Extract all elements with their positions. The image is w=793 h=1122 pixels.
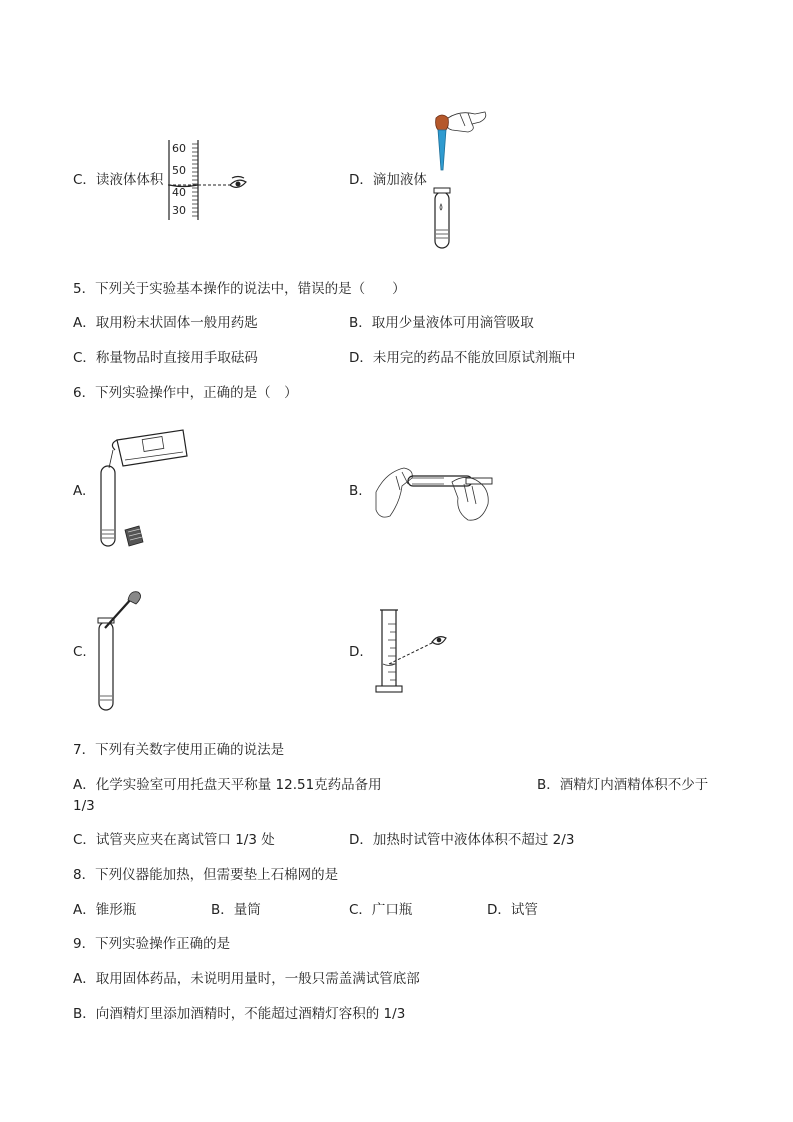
cylinder-tick-40: 40	[172, 186, 186, 199]
q6-option-a-label: A.	[73, 483, 87, 499]
q5-option-d: D．未用完的药品不能放回原试剂瓶中	[349, 350, 576, 366]
cylinder-tick-60: 60	[172, 142, 186, 155]
hand-icon	[447, 112, 486, 132]
q8-option-d: D．试管	[487, 902, 538, 918]
q7-option-c: C．试管夹应夹在离试管口 1/3 处	[73, 832, 275, 848]
left-hand-icon	[376, 468, 412, 517]
q8-option-a: A．锥形瓶	[73, 902, 137, 918]
q5-option-a: A．取用粉末状固体一般用药匙	[73, 315, 258, 331]
heating-test-tube-hands-figure	[372, 462, 497, 526]
q7-option-b: B．酒精灯内酒精体积不少于	[537, 777, 709, 793]
q6-option-c-label: C.	[73, 644, 87, 660]
q8-stem: 8．下列仪器能加热，但需要垫上石棉网的是	[73, 867, 339, 883]
q6-option-d-label: D.	[349, 644, 364, 660]
eye-icon	[230, 177, 246, 188]
q9-option-b: B．向酒精灯里添加酒精时，不能超过酒精灯容积的 1/3	[73, 1006, 406, 1022]
q7-stem: 7．下列有关数字使用正确的说法是	[73, 742, 285, 758]
q9-option-a: A．取用固体药品，未说明用量时，一般只需盖满试管底部	[73, 971, 420, 987]
q4-option-c-label: C．读液体体积	[73, 172, 164, 188]
q8-option-c: C．广口瓶	[349, 902, 413, 918]
q7-option-d: D．加热时试管中液体体积不超过 2/3	[349, 832, 575, 848]
measuring-cylinder-eye-figure	[372, 604, 452, 700]
eye-icon	[432, 637, 446, 645]
pouring-liquid-figure	[95, 428, 195, 553]
q4-option-d-label: D．滴加液体	[349, 172, 427, 188]
q8-option-b: B．量筒	[211, 902, 261, 918]
q7-option-a: A．化学实验室可用托盘天平称量 12.51克药品备用	[73, 777, 382, 793]
cylinder-tick-50: 50	[172, 164, 186, 177]
q5-stem: 5．下列关于实验基本操作的说法中，错误的是（ ）	[73, 281, 406, 297]
dropper-in-test-tube-figure	[92, 588, 152, 714]
q5-option-b: B．取用少量液体可用滴管吸取	[349, 315, 534, 331]
graduated-cylinder-reading-figure	[160, 136, 260, 222]
q5-option-c: C．称量物品时直接用手取砝码	[73, 350, 258, 366]
q6-option-b-label: B.	[349, 483, 363, 499]
reagent-bottle	[117, 430, 187, 466]
q7-option-b-continued: 1/3	[73, 798, 95, 814]
q9-stem: 9．下列实验操作正确的是	[73, 936, 231, 952]
cylinder-tick-30: 30	[172, 204, 186, 217]
cylinder-minor-ticks	[192, 144, 198, 216]
dropper-adding-liquid-figure	[420, 100, 495, 255]
q6-stem: 6．下列实验操作中，正确的是（ ）	[73, 385, 298, 401]
bottle-stopper	[125, 526, 143, 546]
